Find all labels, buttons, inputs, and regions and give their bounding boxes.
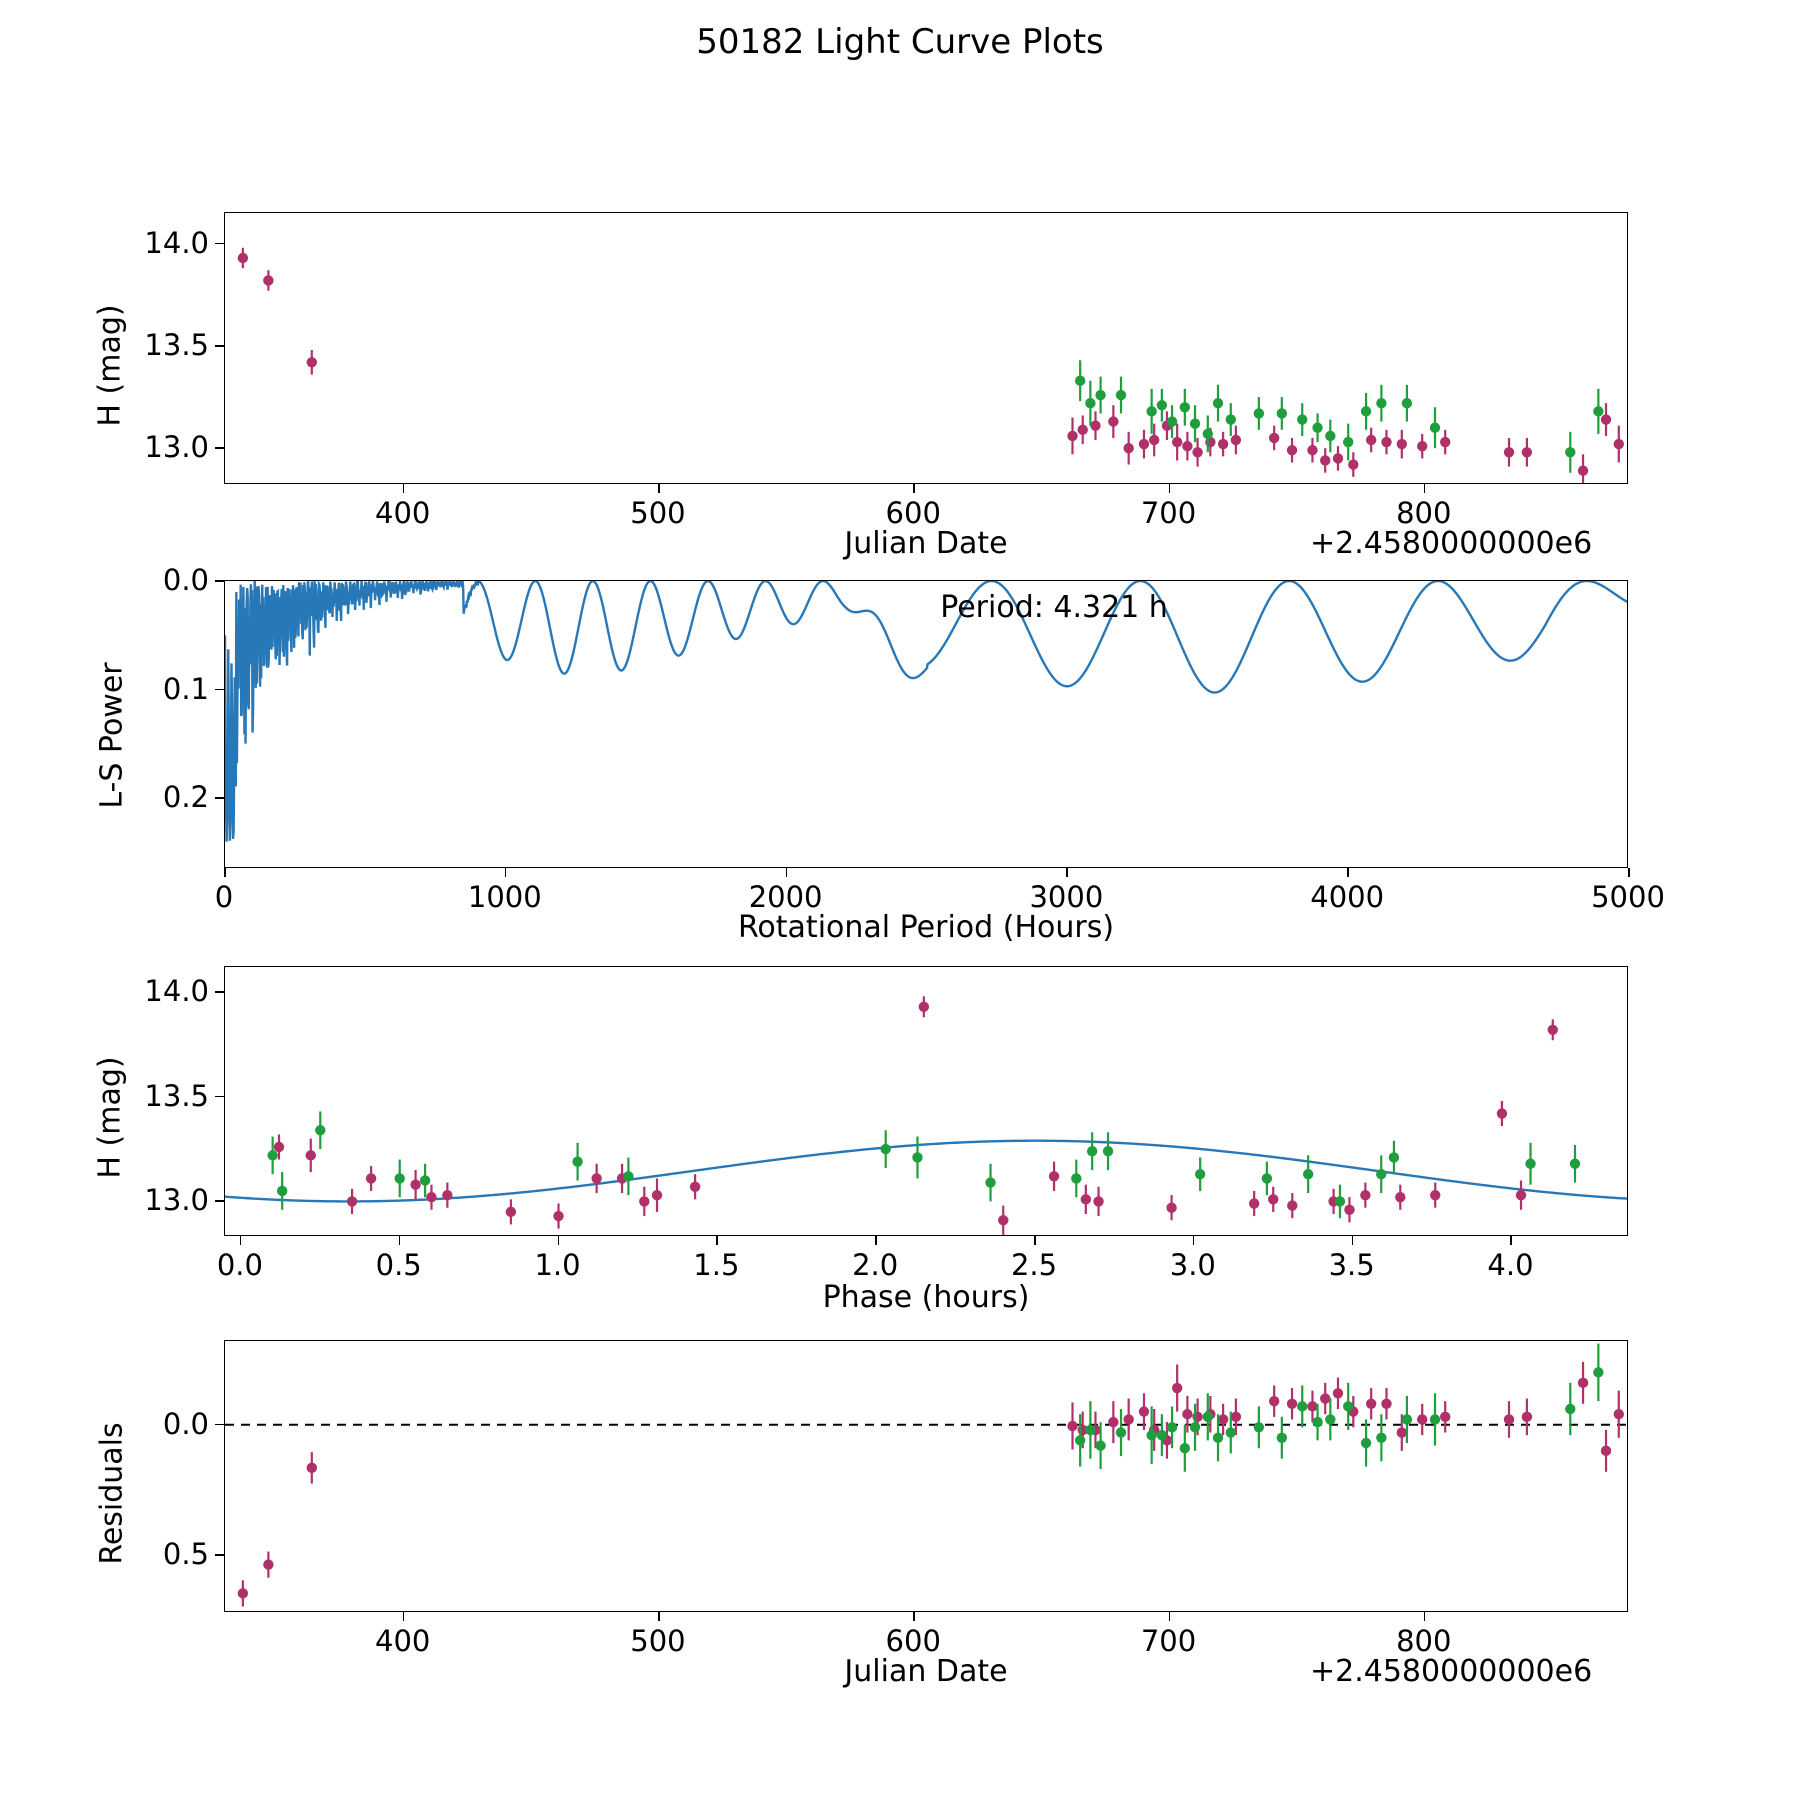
x-tick-mark — [505, 868, 507, 877]
y-tick-label: 0.2 — [162, 780, 209, 815]
residuals-axes — [224, 1340, 1628, 1612]
residuals-x-offset-label: +2.4580000000e6 — [1310, 1654, 1593, 1689]
y-tick-label: 14.0 — [144, 974, 209, 1009]
x-tick-mark — [658, 1612, 660, 1621]
data-point — [919, 1002, 929, 1012]
data-point — [1087, 1146, 1097, 1156]
data-point — [1149, 435, 1159, 445]
data-point — [1108, 416, 1118, 426]
data-point — [1157, 1430, 1167, 1440]
y-tick-mark — [215, 1096, 224, 1098]
data-point — [1203, 429, 1213, 439]
data-point — [1614, 1409, 1624, 1419]
x-tick-mark — [224, 868, 226, 877]
data-point — [1182, 441, 1192, 451]
data-point — [1085, 1425, 1095, 1435]
data-point — [1287, 1399, 1297, 1409]
x-tick-label: 800 — [1396, 1624, 1452, 1658]
data-point — [1287, 445, 1297, 455]
data-point — [1116, 390, 1126, 400]
y-tick-mark — [215, 797, 224, 799]
x-tick-mark — [913, 484, 915, 493]
y-tick-label: 13.0 — [144, 430, 209, 465]
data-point — [1075, 375, 1085, 385]
series-magenta — [274, 996, 1558, 1235]
data-point — [1570, 1159, 1580, 1169]
y-tick-label: 13.5 — [144, 327, 209, 362]
y-tick-label: 0.0 — [162, 1406, 209, 1441]
data-point — [1522, 447, 1532, 457]
data-point — [267, 1150, 277, 1160]
periodogram-curve — [225, 581, 1628, 842]
data-point — [1320, 455, 1330, 465]
x-tick-mark — [1424, 1612, 1426, 1621]
data-point — [1307, 1401, 1317, 1411]
data-point — [1366, 435, 1376, 445]
data-point — [1516, 1190, 1526, 1200]
data-point — [1303, 1169, 1313, 1179]
data-point — [1297, 1401, 1307, 1411]
lightcurve-plot-area — [225, 213, 1628, 484]
data-point — [1522, 1412, 1532, 1422]
data-point — [1417, 441, 1427, 451]
data-point — [1103, 1146, 1113, 1156]
data-point — [1312, 1417, 1322, 1427]
data-point — [1430, 1190, 1440, 1200]
data-point — [1312, 423, 1322, 433]
x-tick-mark — [716, 1236, 718, 1245]
data-point — [1497, 1108, 1507, 1118]
data-point — [1049, 1171, 1059, 1181]
y-tick-mark — [215, 580, 224, 582]
phased-y-axis-label: H (mag) — [92, 1056, 128, 1179]
data-point — [1565, 1404, 1575, 1414]
y-tick-mark — [215, 345, 224, 347]
data-point — [1067, 1421, 1077, 1431]
x-tick-mark — [875, 1236, 877, 1245]
data-point — [1397, 1427, 1407, 1437]
data-point — [315, 1125, 325, 1135]
x-tick-mark — [403, 1612, 405, 1621]
series-green — [1075, 1344, 1604, 1472]
x-tick-label: 400 — [375, 1624, 431, 1658]
data-point — [1376, 398, 1386, 408]
lightcurve-x-axis-label: Julian Date — [844, 526, 1008, 561]
data-point — [1116, 1427, 1126, 1437]
data-point — [1190, 1422, 1200, 1432]
data-point — [1108, 1417, 1118, 1427]
data-point — [1297, 414, 1307, 424]
data-point — [652, 1190, 662, 1200]
data-point — [442, 1190, 452, 1200]
data-point — [1180, 1443, 1190, 1453]
data-point — [1417, 1414, 1427, 1424]
data-point — [274, 1142, 284, 1152]
data-point — [1277, 1433, 1287, 1443]
data-point — [263, 1559, 273, 1569]
data-point — [1139, 439, 1149, 449]
phased-fit-curve — [225, 1141, 1628, 1202]
data-point — [1320, 1393, 1330, 1403]
data-point — [1218, 439, 1228, 449]
series-magenta — [238, 1362, 1624, 1607]
data-point — [1440, 1412, 1450, 1422]
data-point — [1146, 1430, 1156, 1440]
data-point — [1231, 1412, 1241, 1422]
data-point — [1180, 402, 1190, 412]
data-point — [1123, 1414, 1133, 1424]
x-tick-label: 1.5 — [693, 1248, 740, 1282]
data-point — [1430, 423, 1440, 433]
x-tick-mark — [1347, 868, 1349, 877]
data-point — [1078, 425, 1088, 435]
data-point — [1525, 1159, 1535, 1169]
data-point — [1190, 418, 1200, 428]
data-point — [1254, 408, 1264, 418]
data-point — [1402, 1414, 1412, 1424]
data-point — [1348, 459, 1358, 469]
x-tick-mark — [1066, 868, 1068, 877]
x-tick-mark — [1424, 484, 1426, 493]
data-point — [1578, 1378, 1588, 1388]
data-point — [1146, 406, 1156, 416]
data-point — [1213, 1433, 1223, 1443]
data-point — [347, 1196, 357, 1206]
y-tick-label: 14.0 — [144, 225, 209, 260]
data-point — [420, 1175, 430, 1185]
data-point — [690, 1182, 700, 1192]
data-point — [1389, 1152, 1399, 1162]
y-tick-mark — [215, 1424, 224, 1426]
residuals-plot-area — [225, 1341, 1628, 1612]
data-point — [1157, 400, 1167, 410]
data-point — [1067, 431, 1077, 441]
data-point — [1593, 1367, 1603, 1377]
data-point — [1593, 406, 1603, 416]
x-tick-mark — [1510, 1236, 1512, 1245]
periodogram-plot-area — [225, 581, 1628, 868]
data-point — [1335, 1196, 1345, 1206]
data-point — [1361, 1438, 1371, 1448]
periodogram-axes — [224, 580, 1628, 868]
data-point — [1195, 1169, 1205, 1179]
data-point — [1226, 1427, 1236, 1437]
data-point — [1254, 1422, 1264, 1432]
x-tick-mark — [1169, 1612, 1171, 1621]
data-point — [1090, 420, 1100, 430]
data-point — [1397, 439, 1407, 449]
x-tick-label: 2000 — [748, 880, 823, 914]
data-point — [1307, 445, 1317, 455]
data-point — [1081, 1194, 1091, 1204]
data-point — [1601, 414, 1611, 424]
data-point — [1075, 1435, 1085, 1445]
lightcurve-axes — [224, 212, 1628, 484]
x-tick-mark — [1034, 1236, 1036, 1245]
data-point — [1601, 1446, 1611, 1456]
data-point — [410, 1179, 420, 1189]
data-point — [1344, 1205, 1354, 1215]
data-point — [238, 1588, 248, 1598]
periodogram-y-axis-label: L-S Power — [94, 662, 130, 809]
data-point — [1361, 406, 1371, 416]
data-point — [366, 1173, 376, 1183]
x-tick-label: 700 — [1140, 1624, 1197, 1658]
lightcurve-x-offset-label: +2.4580000000e6 — [1310, 526, 1593, 561]
data-point — [1333, 453, 1343, 463]
figure-title: 50182 Light Curve Plots — [696, 22, 1104, 62]
x-tick-label: 500 — [630, 1624, 686, 1658]
data-point — [1333, 1388, 1343, 1398]
x-tick-mark — [1628, 868, 1630, 877]
x-tick-mark — [403, 484, 405, 493]
residuals-y-axis-label: Residuals — [94, 1422, 130, 1565]
periodogram-x-axis-label: Rotational Period (Hours) — [737, 910, 1115, 945]
data-point — [307, 357, 317, 367]
data-point — [1172, 1383, 1182, 1393]
data-point — [277, 1186, 287, 1196]
data-point — [1548, 1025, 1558, 1035]
x-tick-label: 600 — [885, 1624, 941, 1658]
y-tick-mark — [215, 689, 224, 691]
data-point — [306, 1150, 316, 1160]
x-tick-label: 3000 — [1029, 880, 1104, 914]
data-point — [1343, 437, 1353, 447]
x-tick-label: 3.5 — [1328, 1248, 1375, 1282]
x-tick-mark — [786, 868, 788, 877]
data-point — [1123, 443, 1133, 453]
data-point — [1095, 390, 1105, 400]
data-point — [1182, 1409, 1192, 1419]
data-point — [1376, 1433, 1386, 1443]
data-point — [395, 1173, 405, 1183]
data-point — [1213, 398, 1223, 408]
data-point — [1343, 1401, 1353, 1411]
data-point — [912, 1152, 922, 1162]
data-point — [623, 1171, 633, 1181]
x-tick-mark — [658, 484, 660, 493]
data-point — [591, 1173, 601, 1183]
x-tick-label: 3.0 — [1169, 1248, 1216, 1282]
x-tick-mark — [240, 1236, 242, 1245]
x-tick-label: 1.0 — [534, 1248, 581, 1282]
data-point — [506, 1207, 516, 1217]
data-point — [1277, 408, 1287, 418]
data-point — [1565, 447, 1575, 457]
data-point — [1172, 437, 1182, 447]
x-tick-label: 500 — [630, 496, 686, 530]
series-magenta — [238, 248, 1624, 484]
data-point — [1203, 1412, 1213, 1422]
x-tick-label: 800 — [1396, 496, 1452, 530]
periodogram-period-annotation: Period: 4.321 h — [940, 590, 1168, 625]
lightcurve-y-axis-label: H (mag) — [92, 304, 128, 427]
x-tick-label: 5000 — [1591, 880, 1665, 914]
data-point — [1376, 1169, 1386, 1179]
x-tick-label: 400 — [375, 496, 431, 530]
x-tick-mark — [913, 1612, 915, 1621]
data-point — [1093, 1196, 1103, 1206]
x-tick-mark — [399, 1236, 401, 1245]
data-point — [1430, 1414, 1440, 1424]
y-tick-label: 13.0 — [144, 1183, 209, 1218]
data-point — [553, 1211, 563, 1221]
x-tick-mark — [1352, 1236, 1354, 1245]
data-point — [1167, 416, 1177, 426]
data-point — [1218, 1414, 1228, 1424]
data-point — [1325, 1414, 1335, 1424]
y-tick-label: 13.5 — [144, 1078, 209, 1113]
data-point — [1226, 414, 1236, 424]
data-point — [1139, 1406, 1149, 1416]
x-tick-label: 4000 — [1310, 880, 1385, 914]
data-point — [1366, 1399, 1376, 1409]
data-point — [1268, 1194, 1278, 1204]
y-tick-label: 0.0 — [162, 563, 209, 597]
data-point — [1440, 437, 1450, 447]
data-point — [572, 1156, 582, 1166]
data-point — [1402, 398, 1412, 408]
data-point — [1395, 1192, 1405, 1202]
phased-plot-area — [225, 967, 1628, 1236]
x-tick-label: 2.0 — [852, 1248, 899, 1282]
data-point — [1269, 433, 1279, 443]
x-tick-mark — [1193, 1236, 1195, 1245]
residuals-x-axis-label: Julian Date — [844, 1654, 1008, 1689]
data-point — [1231, 435, 1241, 445]
data-point — [985, 1177, 995, 1187]
data-point — [1325, 431, 1335, 441]
data-point — [1614, 439, 1624, 449]
x-tick-label: 1000 — [467, 880, 542, 914]
x-tick-mark — [1169, 484, 1171, 493]
data-point — [238, 253, 248, 263]
data-point — [1578, 465, 1588, 475]
series-green — [267, 1111, 1580, 1218]
y-tick-mark — [215, 991, 224, 993]
data-point — [1085, 398, 1095, 408]
data-point — [1262, 1173, 1272, 1183]
data-point — [1249, 1198, 1259, 1208]
data-point — [1381, 1399, 1391, 1409]
data-point — [1166, 1202, 1176, 1212]
phased-axes — [224, 966, 1628, 1236]
x-tick-label: 0.5 — [375, 1248, 422, 1282]
y-tick-label: 0.5 — [162, 1537, 209, 1572]
data-point — [1504, 447, 1514, 457]
data-point — [1192, 447, 1202, 457]
data-point — [1071, 1173, 1081, 1183]
y-tick-mark — [215, 1554, 224, 1556]
data-point — [1269, 1396, 1279, 1406]
x-tick-label: 600 — [885, 496, 941, 530]
y-tick-label: 0.1 — [162, 671, 209, 706]
data-point — [1287, 1200, 1297, 1210]
data-point — [307, 1463, 317, 1473]
y-tick-mark — [215, 243, 224, 245]
x-tick-mark — [558, 1236, 560, 1245]
x-tick-label: 0 — [214, 880, 234, 914]
data-point — [1167, 1422, 1177, 1432]
x-tick-label: 0.0 — [216, 1248, 263, 1282]
data-point — [998, 1215, 1008, 1225]
data-point — [1504, 1414, 1514, 1424]
phased-x-axis-label: Phase (hours) — [822, 1280, 1030, 1315]
y-tick-mark — [215, 447, 224, 449]
data-point — [881, 1144, 891, 1154]
data-point — [263, 275, 273, 285]
data-point — [639, 1196, 649, 1206]
y-tick-mark — [215, 1200, 224, 1202]
x-tick-label: 4.0 — [1487, 1248, 1534, 1282]
x-tick-label: 2.5 — [1010, 1248, 1058, 1282]
data-point — [1360, 1190, 1370, 1200]
data-point — [426, 1192, 436, 1202]
data-point — [1381, 437, 1391, 447]
data-point — [1095, 1440, 1105, 1450]
x-tick-label: 700 — [1140, 496, 1197, 530]
